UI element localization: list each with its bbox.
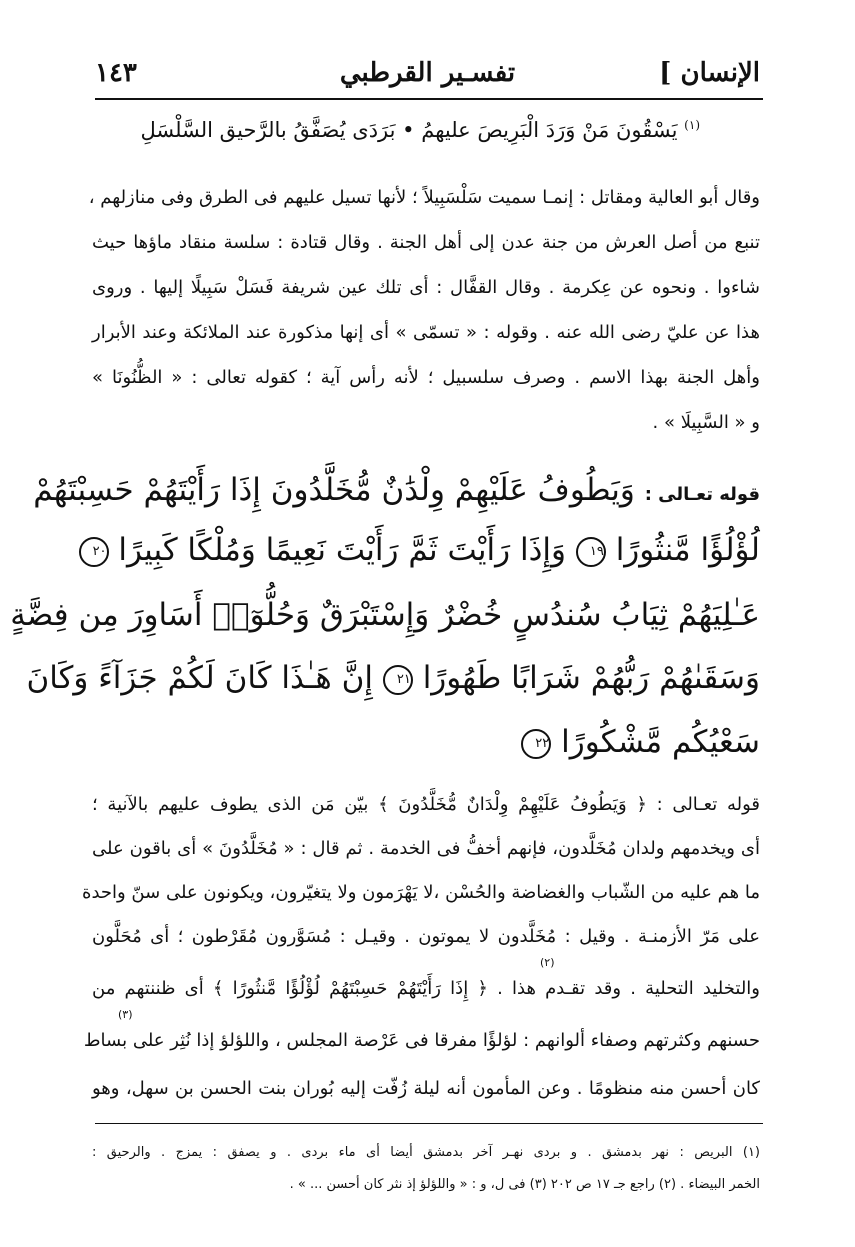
commentary-line: كان أحسن منه منظومًا . وعن المأمون أنه ليلة زُفّت إليه بُوران بنت الحسن بن سهل، وهو: [92, 1078, 760, 1099]
commentary-line: على مَرّ الأزمنـة . وقيل : مُخَلَّدون لا يموتون . وقيـل : مُسَوَّرون مُقَرْطون ؛ أى مُحَلَّون: [92, 926, 760, 947]
commentary-line: هذا عن عليّ رضى الله عنه . وقوله : « تسمّى » أى إنها مذكورة عند الملائكة وعند الأبرار: [92, 322, 760, 343]
verse-intro: قوله تعـالى :: [644, 484, 760, 505]
footnote-line: (١) البريص : نهر بدمشق . و بردى نهـر آخر بدمشق أيضا أى ماء بردى . و يصفق : يمزج . والرحيق :: [92, 1145, 760, 1160]
commentary-line: و « السَّبِيلَا » .: [652, 412, 760, 433]
verse-text: إِنَّ هَـٰذَا كَانَ لَكُمْ جَزَآءً وَكَانَ: [26, 660, 373, 696]
footnote-marker-1: (١): [684, 118, 700, 132]
commentary-line: وأهل الجنة بهذا الاسم . وصرف سلسبيل ؛ لأنه رأس آية ؛ كقوله تعالى : « الظُّنُونَا »: [92, 367, 760, 388]
verse-text: سَعْيُكُم مَّشْكُورًا: [561, 724, 760, 760]
page-number: ١٤٣: [95, 58, 137, 88]
verse-text: وَسَقَىٰهُمْ رَبُّهُمْ شَرَابًا طَهُورًا: [422, 660, 760, 696]
header-rule: [95, 98, 763, 100]
commentary-line: تنبع من أصل العرش من جنة عدن إلى أهل الجنة . وقال قتادة : سلسة منقاد ماؤها حيث: [92, 232, 760, 253]
verse-number-badge: ١٩: [576, 537, 606, 567]
surah-name: الإنسان ]: [659, 58, 760, 88]
footnote-line: الخمر البيضاء . (٢) راجع جـ ١٧ ص ٢٠٢ (٣) فى ل، و : « واللؤلؤ إذ نثر كان أحسن ... » .: [289, 1177, 760, 1192]
commentary-line: حسنهم وكثرتهم وصفاء ألوانهم : لؤلؤًا مفرقا فى عَرْصة المجلس ، واللؤلؤ إذا نُثِر على بساط: [83, 1030, 760, 1051]
quran-verse-line: [92, 520, 760, 580]
verse-text: وَيَطُوفُ عَلَيْهِمْ وِلْدَٰنٌ مُّخَلَّدُونَ إِذَا رَأَيْتَهُمْ حَسِبْتَهُمْ: [33, 472, 635, 508]
verse-text: وَإِذَا رَأَيْتَ ثَمَّ رَأَيْتَ نَعِيمًا وَمُلْكًا كَبِيرًا: [118, 532, 566, 568]
commentary-line: قوله تعـالى : ﴿ وَيَطُوفُ عَلَيْهِمْ وِلْدَانٌ مُّخَلَّدُونَ ﴾ بيّن مَن الذى يطوف عليهم بالآنية ؛: [92, 794, 760, 815]
verse-number-badge: ٢٠: [79, 537, 109, 567]
quran-verse-line: [33, 460, 760, 520]
commentary-line: ما هم عليه من الشّباب والغضاضة والحُسْن ،لا يَهْرَمون ولا يتغيّرون، ويكونون على سنّ واحدة: [82, 882, 760, 903]
commentary-line: أى ويخدمهم ولدان مُخَلَّدون، فإنهم أخفُّ فى الخدمة . ثم قال : « مُخَلَّدُونَ » أى باقون على: [92, 838, 760, 859]
commentary-line: وقال أبو العالية ومقاتل : إنمـا سميت سَلْسَبِيلاً ؛ لأنها تسيل عليهم فى الطرق وفى منازلهم ،: [88, 187, 760, 208]
commentary-line: شاءوا . ونحوه عن عِكرمة . وقال القفَّال : أى تلك عين شريفة فَسَلْ سَبِيلًا إليها . وروى: [92, 277, 760, 298]
verse-text: لُؤْلُؤًا مَّنثُورًا: [615, 532, 760, 568]
running-title: تفسـير القرطبي: [339, 58, 516, 88]
poem-line: يَسْقُونَ مَنْ وَرَدَ الْبَرِيصَ عليهمُ • بَرَدَى يُصَفَّقُ بالرَّحيق السَّلْسَلِ: [140, 118, 678, 142]
footnote-marker-3: (٣): [118, 1008, 133, 1021]
verse-number-badge: ٢١: [383, 665, 413, 695]
quran-verse-line: [10, 585, 760, 645]
quran-verse-line: [92, 712, 760, 772]
page-header: [95, 58, 760, 96]
footnote-rule: [95, 1123, 763, 1124]
footnote-marker-2: (٢): [540, 956, 555, 969]
verse-number-badge: ٢٢: [521, 729, 551, 759]
quran-verse-line: [26, 648, 760, 708]
commentary-line: والتخليد التحلية . وقد تقـدم هذا . ﴿ إِذَا رَأَيْتَهُمْ حَسِبْتَهُمْ لُؤْلُؤًا مَّنثُورًا ﴾ أى ظننتهم من: [92, 978, 760, 999]
verse-text: عَـٰلِيَهُمْ ثِيَابُ سُندُسٍ خُضْرٌ وَإِسْتَبْرَقٌ وَحُلُّوٓا۟ أَسَاوِرَ مِن فِضَّةٍ: [10, 597, 760, 633]
poem-verse: [140, 118, 700, 142]
